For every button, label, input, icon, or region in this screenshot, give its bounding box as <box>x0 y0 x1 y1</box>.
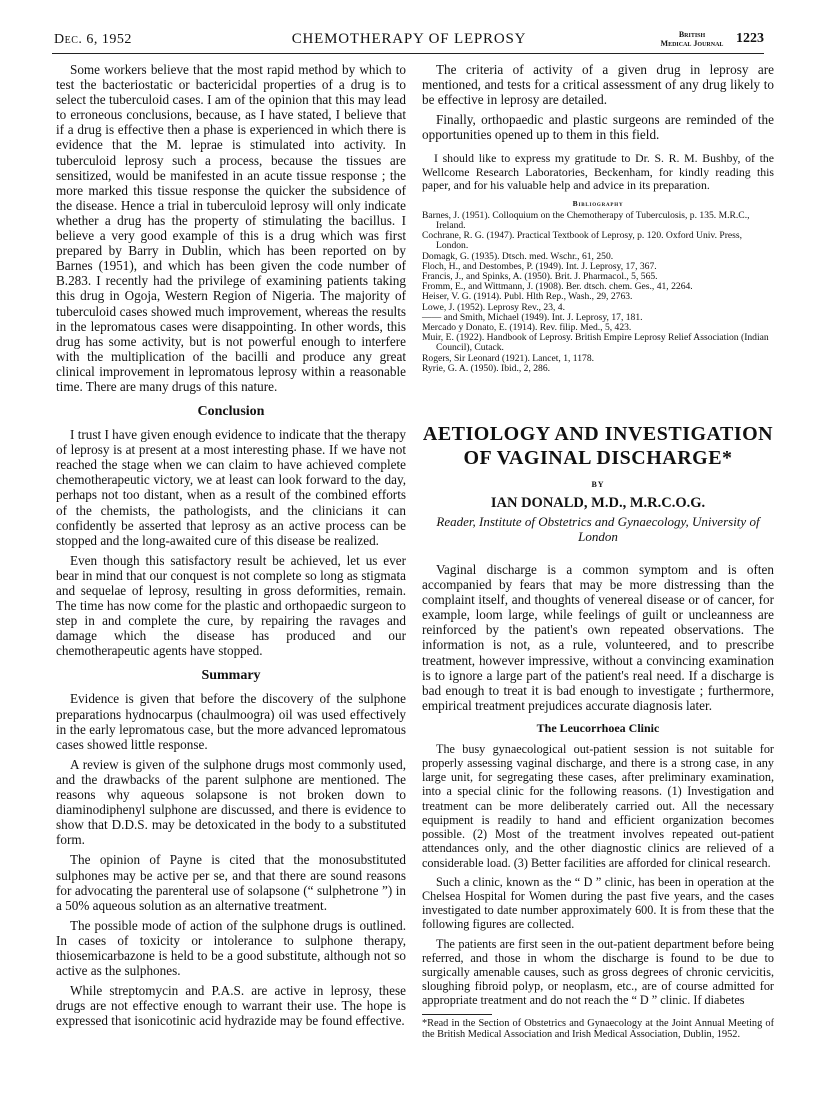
bibliography-entry: Muir, E. (1922). Handbook of Leprosy. British Empire Leprosy Relief Association (Indian Council), Cutack. <box>422 332 769 354</box>
bibliography-list <box>422 211 774 374</box>
article-title-line2: OF VAGINAL DISCHARGE* <box>463 446 733 469</box>
paragraph: While streptomycin and P.A.S. are active in leprosy, these drugs are not effective enough to warrant their use. The hope is expressed that isonicotinic acid hydrazide may be found effective. <box>56 983 406 1029</box>
paragraph: A review is given of the sulphone drugs most commonly used, and the drawbacks of the parent sulphone are mentioned. The reasons why aqueous solapsone is not broken down to diaminodiphenyl sulphone are discussed, and there is evidence to show that D.D.S. may be detoxicated in the body to a substituted form. <box>56 756 406 848</box>
paragraph: The patients are first seen in the out-patient department before being referred, and those in whom the discharge is found to be due to surgically amenable causes, such as gross degrees of chronic cervicitis, sloughing fibroid polyp, or neoplasm, etc., are of course admitted for appropriate treatment and do not reach the “ D ” clinic. If diabetes <box>422 936 774 1008</box>
author-name: IAN DONALD, M.D., M.R.C.O.G. <box>490 494 706 511</box>
clinic-heading: The Leucorrhoea Clinic <box>536 720 660 735</box>
author-affiliation: Reader, Institute of Obstetrics and Gynaecology, University of London <box>436 513 760 544</box>
running-title: CHEMOTHERAPY OF LEPROSY <box>291 31 527 47</box>
paragraph: Evidence is given that before the discovery of the sulphone preparations hydnocarpus (chaulmoogra) oil was used effectively in the early lepromatous case, but the more advanced lepromatous cases showed little response. <box>56 691 406 752</box>
article-title <box>422 422 774 470</box>
journal-name-line2: Medical Journal <box>660 39 724 48</box>
acknowledgement: I should like to express my gratitude to Dr. S. R. M. Bushby, of the Wellcome Research Laboratories, Beckenham, for kindly reading this paper, and for his valuable help and advice in its preparation. <box>422 151 774 193</box>
paragraph: The busy gynaecological out-patient session is not suitable for properly assessing vaginal discharge, and there is a strong case, in any large unit, for segregating these cases, after preliminary examination, into a special clinic for the following reasons. (1) Investigation and treatment can be more deliberately carried out. All the necessary equipment is readily to hand and efficient organization becomes possible. (2) Most of the treatment involves repeated out-patient attendances only, and the other diagnostic clinics are relieved of a considerable load. (3) Better facilities are afforded for clinical research. <box>422 741 774 870</box>
bibliography-entry: Cochrane, R. G. (1947). Practical Textbook of Leprosy, p. 120. Oxford Univ. Press, London. <box>422 230 743 252</box>
bibliography-entry: Domagk, G. (1935). Dtsch. med. Wschr., 61, 250. <box>422 250 614 262</box>
header-rule <box>52 53 764 54</box>
journal-name-line1: British <box>678 30 706 39</box>
right-column <box>422 62 774 1041</box>
footnote: *Read in the Section of Obstetrics and Gynaecology at the Joint Annual Meeting of the British Medical Association and Irish Medical Association, Dublin, 1952. <box>422 1017 774 1041</box>
paragraph: Even though this satisfactory result be achieved, let us ever bear in mind that our conquest is not complete so long as stigmata and sequelae of leprosy, resulting in gross deformities, remain. The time has now come for the plastic and orthopaedic surgeon to step in and complete the cure, by repairing the ravages and damage which the disease has produced and our chemotherapeutic agents have stopped. <box>56 552 406 659</box>
paragraph: Finally, orthopaedic and plastic surgeons are reminded of the opportunities opened up to them in this field. <box>422 112 774 143</box>
bibliography-entry: Francis, J., and Spinks, A. (1950). Brit. J. Pharmacol., 5, 565. <box>422 270 658 282</box>
page-number: 1223 <box>736 31 764 46</box>
paragraph: Vaginal discharge is a common symptom and is often accompanied by fears that may be more distressing than the complaint itself, and thoughts of venereal disease or of cancer, for example, loom large, while feelings of guilt or uncleanness are reinforced by the patient's own repeated observations. The information is not, as a rule, volunteered, and to prescribe treatment, however impressive, without a convincing examination is to ignore a large part of the patient's real need. If a discharge is bad enough to treat it is bad enough to investigate ; furthermore, empirical treatment prejudices accurate diagnosis later. <box>422 561 774 713</box>
journal-name <box>652 30 732 48</box>
paragraph: Such a clinic, known as the “ D ” clinic, has been in operation at the Chelsea Hospital for Women during the past five years, and the cases investigated to date number approximately 600. It is from these that the following figures are collected. <box>422 874 774 932</box>
byline: BY <box>591 479 605 489</box>
bibliography-entry: Floch, H., and Destombes, P. (1949). Int. J. Leprosy, 17, 367. <box>422 260 657 272</box>
bibliography-entry: Rogers, Sir Leonard (1921). Lancet, 1, 1178. <box>422 352 595 364</box>
conclusion-heading: Conclusion <box>197 404 265 420</box>
page-header <box>52 30 764 56</box>
clinic-section <box>422 742 774 1008</box>
bibliography-heading: Bibliography <box>572 198 624 208</box>
bibliography-entry: Fromm, E., and Wittmann, J. (1908). Ber. dtsch. chem. Ges., 41, 2264. <box>422 281 693 293</box>
paragraph: The criteria of activity of a given drug in leprosy are mentioned, and tests for a critical assessment of any drug likely to be effective in leprosy are detailed. <box>422 62 774 108</box>
paragraph: I trust I have given enough evidence to indicate that the therapy of leprosy is at present at a most interesting phase. If we have not reached the stage when we can claim to have achieved complete chemotherapeutic victory, we at least can look forward to the day, perhaps not too distant, when as a result of the combined efforts of the chemists, the pathologists, and the clinicians it can confidently be asserted that leprosy as an active process can be stopped and the long-awaited cure of this disease be realized. <box>56 427 406 548</box>
left-column <box>56 62 406 1033</box>
bibliography-entry: Barnes, J. (1951). Colloquium on the Chemotherapy of Tuberculosis, p. 135. M.R.C., Ireland. <box>422 209 750 231</box>
paragraph: Some workers believe that the most rapid method by which to test the bacteriostatic or bactericidal properties of a drug is to select the tuberculoid cases. I am of the opinion that this may lead to erroneous conclusions, because, as I have stated, I believe that if a drug is effective then a phase is experienced in which there is evidence that the M. leprae is stimulated into activity. In tuberculoid leprosy such a process, because the tissues are sensitized, would be manifested in an acute tissue response ; the more marked this tissue response the quicker the subsidence of the disease. Hence a trial in tuberculoid leprosy will only indicate whether a drug has the property of stimulating the bacillus. I believe a very good example of this is a drug which was first prepared by Barry in Dublin, which has been reported on by Barnes (1951), and which has been given the code number of B.283. I recently had the privilege of examining patients taking this drug in Ogoja, Western Region of Nigeria. The majority of tuberculoid cases showed much improvement, whereas the results in the lepromatous cases were disappointing. In other words, this drug has some activity, but is not powerful enough to interfere with the multiplication of the bacilli and produce any great clinical improvement in lepromatous leprosy within a reasonable time. There are many drugs of this nature. <box>56 62 406 394</box>
bibliography-entry: Mercado y Donato, E. (1914). Rev. filip. Med., 5, 423. <box>422 321 632 333</box>
paragraph: The possible mode of action of the sulphone drugs is outlined. In cases of toxicity or intolerance to sulphone therapy, thiosemicarbazone is held to be a good substitute, although not so active as the sulphones. <box>56 917 406 979</box>
bibliography-entry: Ryrie, G. A. (1950). Ibid., 2, 286. <box>422 362 551 374</box>
bibliography-entry: Lowe, J. (1952). Leprosy Rev., 23, 4. <box>422 301 565 313</box>
bibliography-entry: —— and Smith, Michael (1949). Int. J. Leprosy, 17, 181. <box>422 311 643 323</box>
footnote-rule <box>422 1014 492 1015</box>
bibliography-entry: Heiser, V. G. (1914). Publ. Hlth Rep., Wash., 29, 2763. <box>422 291 633 303</box>
paragraph: The opinion of Payne is cited that the monosubstituted sulphones may be active per se, and that there are sound reasons for advocating the parenteral use of solapsone (“ sulphetrone ”) in a 50% aqueous solution as an alternative treatment. <box>56 852 406 913</box>
summary-heading: Summary <box>201 668 261 684</box>
issue-date: Dec. 6, 1952 <box>54 32 132 47</box>
article-title-line1: AETIOLOGY AND INVESTIGATION <box>422 422 774 445</box>
